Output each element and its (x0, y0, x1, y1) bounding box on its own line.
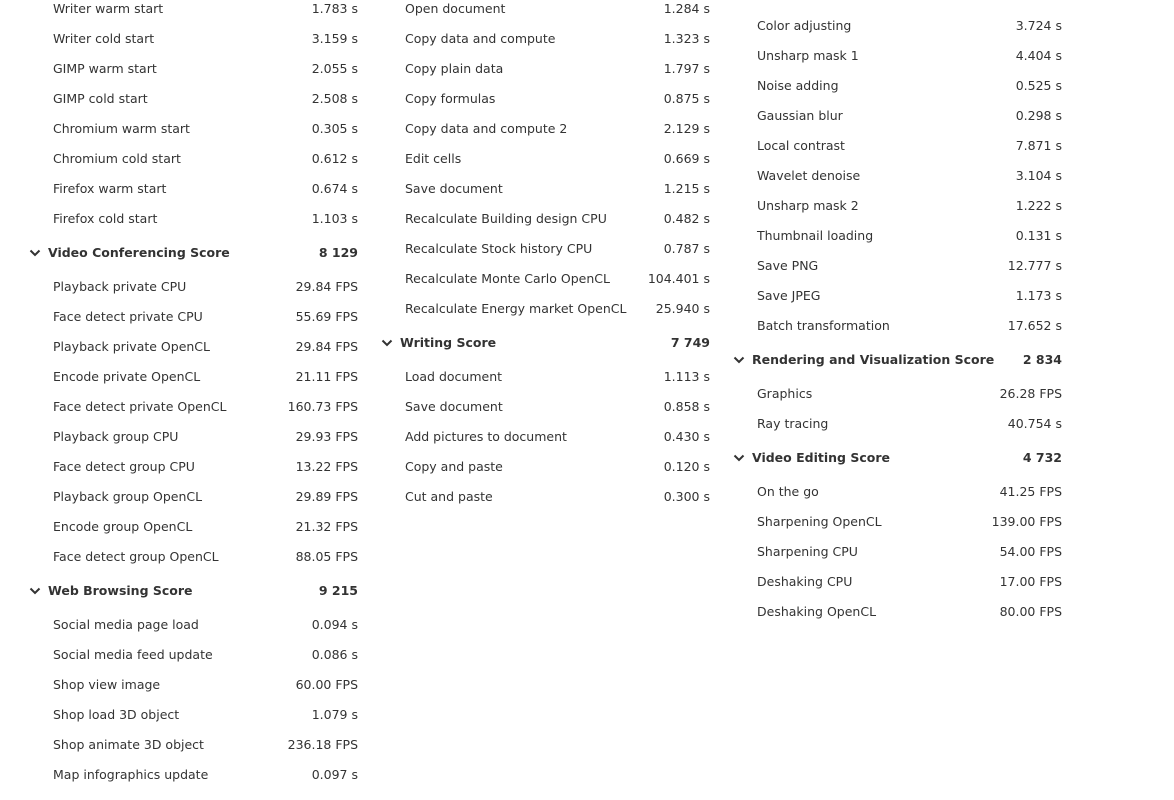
result-row (28, 669, 358, 699)
test-value: 0.858 s (663, 398, 710, 414)
section-video-editing-score (732, 438, 1062, 626)
result-row (28, 23, 358, 53)
results-column-3 (732, 0, 1062, 626)
test-value: 139.00 FPS (991, 513, 1062, 529)
result-row (732, 506, 1062, 536)
result-row (732, 70, 1062, 100)
test-name: Copy data and compute 2 (405, 120, 568, 136)
test-name: Recalculate Building design CPU (405, 210, 607, 226)
test-value: 0.612 s (311, 150, 358, 166)
test-name: On the go (757, 483, 819, 499)
test-value: 29.84 FPS (295, 278, 358, 294)
section-toggle[interactable] (28, 245, 230, 260)
chevron-down-icon[interactable] (28, 245, 42, 259)
result-row (28, 331, 358, 361)
test-name: Ray tracing (757, 415, 829, 431)
test-value: 29.93 FPS (295, 428, 358, 444)
test-name: Save JPEG (757, 287, 821, 303)
section-header[interactable] (28, 571, 358, 609)
result-row (732, 596, 1062, 626)
test-value: 54.00 FPS (999, 543, 1062, 559)
result-row (28, 699, 358, 729)
test-value: 3.159 s (311, 30, 358, 46)
test-value: 236.18 FPS (287, 736, 358, 752)
test-value: 0.482 s (663, 210, 710, 226)
section-rendering-and-visualization-score (732, 340, 1062, 438)
result-row (380, 53, 710, 83)
test-name: Encode private OpenCL (53, 368, 201, 384)
test-name: Thumbnail loading (757, 227, 874, 243)
result-row (28, 759, 358, 789)
test-name: Color adjusting (757, 17, 852, 33)
result-row (732, 536, 1062, 566)
test-name: Recalculate Monte Carlo OpenCL (405, 270, 610, 286)
test-value: 4.404 s (1015, 47, 1062, 63)
result-row (732, 280, 1062, 310)
test-value: 104.401 s (647, 270, 710, 286)
test-value: 40.754 s (1007, 415, 1062, 431)
result-row (732, 310, 1062, 340)
test-value: 0.094 s (311, 616, 358, 632)
section-continued (380, 0, 710, 323)
test-value: 25.940 s (655, 300, 710, 316)
test-name: Cut and paste (405, 488, 493, 504)
test-value: 1.284 s (663, 0, 710, 16)
test-value: 0.097 s (311, 766, 358, 782)
test-value: 1.215 s (663, 180, 710, 196)
result-row (28, 361, 358, 391)
result-row (732, 220, 1062, 250)
test-value: 26.28 FPS (999, 385, 1062, 401)
test-value: 160.73 FPS (287, 398, 358, 414)
test-value: 88.05 FPS (295, 548, 358, 564)
test-name: Encode group OpenCL (53, 518, 193, 534)
result-row (380, 481, 710, 511)
section-title: Video Editing Score (752, 449, 890, 465)
result-row (732, 40, 1062, 70)
test-value: 41.25 FPS (999, 483, 1062, 499)
test-name: Writer cold start (53, 30, 155, 46)
test-name: Save PNG (757, 257, 819, 273)
test-name: Shop animate 3D object (53, 736, 204, 752)
test-name: Firefox warm start (53, 180, 167, 196)
test-value: 2.508 s (311, 90, 358, 106)
test-name: Batch transformation (757, 317, 890, 333)
result-row (28, 173, 358, 203)
test-value: 17.00 FPS (999, 573, 1062, 589)
section-score: 2 834 (1022, 351, 1062, 367)
results-column-1 (28, 0, 358, 789)
result-row (28, 639, 358, 669)
test-value: 1.222 s (1015, 197, 1062, 213)
test-name: Save document (405, 180, 503, 196)
result-row (380, 361, 710, 391)
test-value: 80.00 FPS (999, 603, 1062, 619)
section-header[interactable] (380, 323, 710, 361)
test-value: 0.674 s (311, 180, 358, 196)
test-name: Playback private OpenCL (53, 338, 210, 354)
test-value: 21.11 FPS (295, 368, 358, 384)
test-name: Edit cells (405, 150, 462, 166)
test-name: Copy formulas (405, 90, 496, 106)
section-header[interactable] (732, 340, 1062, 378)
test-value: 0.430 s (663, 428, 710, 444)
test-name: Deshaking CPU (757, 573, 853, 589)
result-row (28, 203, 358, 233)
section-toggle[interactable] (28, 583, 193, 598)
test-value: 21.32 FPS (295, 518, 358, 534)
test-name: Deshaking OpenCL (757, 603, 877, 619)
test-name: Playback group OpenCL (53, 488, 203, 504)
result-row (28, 729, 358, 759)
section-header[interactable] (732, 0, 1062, 10)
test-name: Copy and paste (405, 458, 503, 474)
result-row (380, 23, 710, 53)
result-row (28, 271, 358, 301)
test-name: Wavelet denoise (757, 167, 861, 183)
test-name: Firefox cold start (53, 210, 158, 226)
section-title: Writing Score (400, 334, 497, 350)
result-row (28, 609, 358, 639)
result-row (28, 391, 358, 421)
result-row (380, 391, 710, 421)
test-value: 55.69 FPS (295, 308, 358, 324)
section-header[interactable] (28, 233, 358, 271)
result-row (28, 541, 358, 571)
result-row (380, 203, 710, 233)
section-title: Rendering and Visualization Score (752, 351, 995, 367)
test-name: Chromium cold start (53, 150, 181, 166)
section-toggle[interactable] (380, 335, 496, 350)
test-name: Copy plain data (405, 60, 504, 76)
test-value: 1.173 s (1015, 287, 1062, 303)
test-name: Social media page load (53, 616, 199, 632)
result-row (28, 143, 358, 173)
test-name: Save document (405, 398, 503, 414)
chevron-down-icon[interactable] (28, 583, 42, 597)
result-row (380, 0, 710, 23)
section-writing-score (380, 323, 710, 511)
result-row (380, 143, 710, 173)
section-toggle[interactable] (732, 450, 890, 465)
result-row (732, 378, 1062, 408)
result-row (380, 293, 710, 323)
results-column-2 (380, 0, 710, 511)
test-value: 7.871 s (1015, 137, 1062, 153)
section-toggle[interactable] (732, 352, 994, 367)
section-video-conferencing-score (28, 233, 358, 571)
result-row (732, 408, 1062, 438)
test-name: Face detect private CPU (53, 308, 203, 324)
test-value: 1.103 s (311, 210, 358, 226)
test-value: 1.113 s (663, 368, 710, 384)
test-name: Map infographics update (53, 766, 209, 782)
result-row (28, 511, 358, 541)
test-value: 3.724 s (1015, 17, 1062, 33)
test-name: Gaussian blur (757, 107, 843, 123)
result-row (28, 113, 358, 143)
test-name: Recalculate Stock history CPU (405, 240, 593, 256)
test-name: Open document (405, 0, 506, 16)
result-row (380, 83, 710, 113)
test-name: Unsharp mask 1 (757, 47, 859, 63)
test-value: 0.875 s (663, 90, 710, 106)
result-row (732, 566, 1062, 596)
test-value: 3.104 s (1015, 167, 1062, 183)
test-name: Load document (405, 368, 503, 384)
chevron-down-icon[interactable] (380, 335, 394, 349)
section-photo-editing-score (732, 0, 1062, 340)
test-value: 1.783 s (311, 0, 358, 16)
section-score: 8 129 (318, 244, 358, 260)
chevron-down-icon[interactable] (732, 352, 746, 366)
test-value: 1.323 s (663, 30, 710, 46)
test-value: 60.00 FPS (295, 676, 358, 692)
test-name: Face detect group OpenCL (53, 548, 219, 564)
result-row (28, 53, 358, 83)
test-value: 2.129 s (663, 120, 710, 136)
result-row (380, 421, 710, 451)
test-name: Sharpening OpenCL (757, 513, 882, 529)
test-value: 0.298 s (1015, 107, 1062, 123)
result-row (380, 233, 710, 263)
test-name: Social media feed update (53, 646, 213, 662)
test-value: 29.89 FPS (295, 488, 358, 504)
section-title: Video Conferencing Score (48, 244, 230, 260)
test-name: Face detect group CPU (53, 458, 195, 474)
result-row (732, 160, 1062, 190)
section-web-browsing-score (28, 571, 358, 789)
test-value: 0.086 s (311, 646, 358, 662)
test-name: Chromium warm start (53, 120, 190, 136)
test-value: 0.525 s (1015, 77, 1062, 93)
test-value: 0.305 s (311, 120, 358, 136)
test-name: Unsharp mask 2 (757, 197, 859, 213)
result-row (28, 83, 358, 113)
test-name: Add pictures to document (405, 428, 567, 444)
test-value: 0.669 s (663, 150, 710, 166)
test-value: 0.131 s (1015, 227, 1062, 243)
test-value: 0.120 s (663, 458, 710, 474)
test-name: Graphics (757, 385, 813, 401)
test-value: 1.079 s (311, 706, 358, 722)
result-row (28, 301, 358, 331)
result-row (380, 263, 710, 293)
test-value: 17.652 s (1007, 317, 1062, 333)
test-name: Sharpening CPU (757, 543, 858, 559)
result-row (732, 100, 1062, 130)
test-name: Recalculate Energy market OpenCL (405, 300, 627, 316)
result-row (732, 476, 1062, 506)
result-row (732, 130, 1062, 160)
result-row (732, 10, 1062, 40)
test-name: Face detect private OpenCL (53, 398, 227, 414)
test-name: Copy data and compute (405, 30, 556, 46)
section-header[interactable] (732, 438, 1062, 476)
test-value: 1.797 s (663, 60, 710, 76)
result-row (28, 421, 358, 451)
test-name: Playback private CPU (53, 278, 187, 294)
section-score: 4 732 (1022, 449, 1062, 465)
section-score: 7 749 (670, 334, 710, 350)
chevron-down-icon[interactable] (732, 450, 746, 464)
result-row (380, 113, 710, 143)
result-row (28, 481, 358, 511)
test-name: GIMP warm start (53, 60, 157, 76)
test-value: 0.300 s (663, 488, 710, 504)
section-score: 9 215 (318, 582, 358, 598)
test-value: 2.055 s (311, 60, 358, 76)
result-row (732, 250, 1062, 280)
test-name: Noise adding (757, 77, 839, 93)
test-name: Local contrast (757, 137, 845, 153)
result-row (28, 451, 358, 481)
test-name: Shop view image (53, 676, 161, 692)
test-name: GIMP cold start (53, 90, 148, 106)
test-name: Shop load 3D object (53, 706, 180, 722)
result-row (28, 0, 358, 23)
test-value: 12.777 s (1007, 257, 1062, 273)
result-row (380, 451, 710, 481)
result-row (732, 190, 1062, 220)
test-value: 13.22 FPS (295, 458, 358, 474)
test-name: Writer warm start (53, 0, 164, 16)
result-row (380, 173, 710, 203)
test-value: 0.787 s (663, 240, 710, 256)
section-continued (28, 0, 358, 233)
test-name: Playback group CPU (53, 428, 179, 444)
test-value: 29.84 FPS (295, 338, 358, 354)
section-title: Web Browsing Score (48, 582, 193, 598)
